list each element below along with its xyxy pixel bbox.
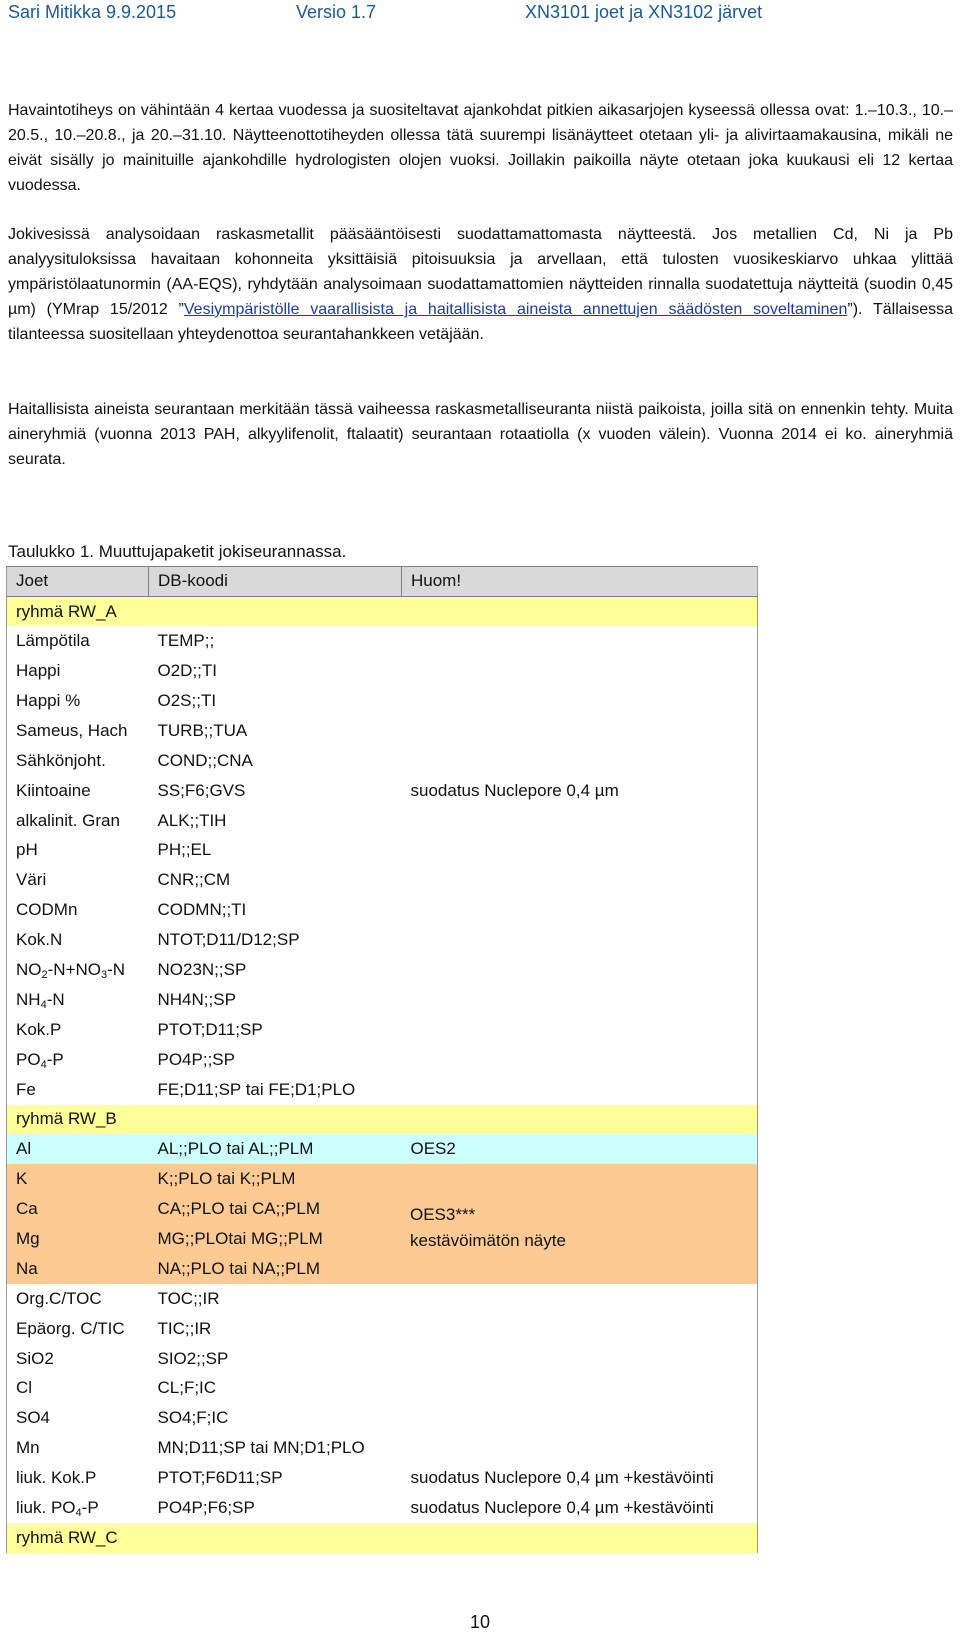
- cell-huom: [402, 1403, 758, 1433]
- cell-joet: Mn: [7, 1433, 149, 1463]
- oes3-note-line2: kestävöimätön näyte: [410, 1231, 566, 1250]
- cell-db: CNR;;CM: [157, 870, 231, 890]
- cell-db: MG;;PLOtai MG;;PLM: [149, 1224, 402, 1254]
- cell-huom: [402, 1284, 758, 1314]
- paragraph-harmful-substances: Haitallisista aineista seurantaan merkitään tässä vaiheessa raskasmetalliseuranta niistä paikoista, joilla sitä on ennenkin tehty. Muita aineryhmiä (vuonna 2013 PAH, alkyylifenolit, ftalaatit) seurantaan rotaatiolla (x vuoden välein). Vuonna 2014 ei ko. aineryhmiä seurata.: [8, 401, 953, 468]
- table-row-oes3: [7, 1224, 758, 1254]
- cell-huom: suodatus Nuclepore 0,4 µm +kestävöinti: [402, 1493, 758, 1523]
- cell-db: NA;;PLO tai NA;;PLM: [149, 1254, 402, 1284]
- cell-huom: suodatus Nuclepore 0,4 µm +kestävöinti: [402, 1463, 758, 1493]
- table-row: [7, 716, 758, 746]
- cell-joet: Lämpötila: [7, 626, 149, 656]
- table-row: [7, 686, 758, 716]
- cell-db: PTOT;F6D11;SP: [157, 1468, 283, 1488]
- table-row: [7, 925, 758, 955]
- cell-joet: pH: [7, 836, 149, 866]
- table-row-oes3: [7, 1164, 758, 1194]
- table-row: [7, 895, 758, 925]
- cell-huom: [402, 1045, 758, 1075]
- header-document-title: XN3101 joet ja XN3102 järvet: [525, 2, 763, 22]
- ymrap-link[interactable]: Vesiympäristölle vaarallisista ja haitallisista aineista annettujen säädösten soveltaminen: [183, 301, 848, 318]
- cell-joet: Kiintoaine: [7, 776, 149, 806]
- cell-db: CODMN;;TI: [157, 900, 247, 920]
- cell-joet: Ca: [7, 1194, 149, 1224]
- cell-db: ALK;;TIH: [157, 810, 227, 830]
- cell-db: NH4N;;SP: [157, 989, 236, 1009]
- cell-db: FE;D11;SP tai FE;D1;PLO: [157, 1079, 356, 1099]
- cell-db: TOC;;IR: [157, 1288, 220, 1308]
- cell-db: O2S;;TI: [157, 691, 217, 710]
- cell-huom: [402, 925, 758, 955]
- cell-huom: [402, 1075, 758, 1105]
- cell-db: NTOT;D11/D12;SP: [157, 930, 300, 950]
- cell-joet: Na: [7, 1254, 149, 1284]
- table-row: [7, 1493, 758, 1523]
- cell-joet: Fe: [7, 1075, 149, 1105]
- cell-db: PO4P;;SP: [157, 1049, 235, 1069]
- table-row: [7, 626, 758, 656]
- cell-db: CA;;PLO tai CA;;PLM: [149, 1194, 402, 1224]
- cell-huom: [402, 1433, 758, 1463]
- oes3-note-line1: OES3***: [410, 1205, 476, 1224]
- table-row: [7, 1463, 758, 1493]
- table-row-oes3: [7, 1194, 758, 1224]
- cell-huom: [402, 1254, 758, 1284]
- cell-joet: Org.C/TOC: [7, 1284, 149, 1314]
- cell-joet: ryhmä RW_A: [7, 596, 149, 626]
- cell-db: SS;F6;GVS: [157, 780, 246, 800]
- cell-huom: [402, 1164, 758, 1194]
- cell-joet: Happi %: [7, 686, 149, 716]
- cell-joet: $PO_4-P$: [7, 1045, 149, 1075]
- cell-joet: Epäorg. C/TIC: [7, 1314, 149, 1344]
- cell-db: COND;;CNA: [157, 750, 253, 770]
- cell-huom: [402, 1374, 758, 1404]
- variable-package-table: [6, 566, 758, 1553]
- cell-db: TEMP;;: [157, 631, 215, 651]
- cell-joet: $NO_2-N+NO_3-N$: [7, 955, 149, 985]
- cell-joet: ryhmä RW_B: [7, 1105, 149, 1135]
- table-row: [7, 776, 758, 806]
- cell-huom: [402, 985, 758, 1015]
- header-version: Versio 1.7: [296, 2, 377, 22]
- cell-db: MN;D11;SP tai MN;D1;PLO: [157, 1438, 365, 1458]
- table-caption: Taulukko 1. Muuttujapaketit jokiseurannassa.: [8, 542, 347, 561]
- cell-joet: Kok.P: [7, 1015, 149, 1045]
- table-row: [7, 865, 758, 895]
- cell-db: SIO2;;SP: [157, 1348, 229, 1368]
- cell-joet: liuk. Kok.P: [7, 1463, 149, 1493]
- cell-db: SO4;F;IC: [157, 1408, 229, 1428]
- cell-huom: [402, 1344, 758, 1374]
- paragraph-heavy-metals-text-b: ”). Tällaisessa tilanteessa suositellaan yhteydenottoa seurantahankkeen vetäjään.: [8, 301, 953, 343]
- cell-huom: [402, 686, 758, 716]
- cell-joet: SO4: [7, 1403, 149, 1433]
- paragraph-sampling-frequency: Havaintotiheys on vähintään 4 kertaa vuodessa ja suositeltavat ajankohdat pitkien aikasarjojen kyseessä ollessa ovat: 1.–10.3., 10.–20.5., 10.–20.8., ja 20.–31.10. Näytteenottotiheyden ollessa tätä suurempi lisänäytteet otetaan yli- ja alivirtaamakausina, mikäli ne eivät sisälly jo mainituille ajankohdille hydrologisten olojen vuoksi. Joillakin paikoilla näyte otetaan joka kuukausi eli 12 kertaa vuodessa.: [8, 102, 953, 194]
- cell-huom: [402, 1105, 758, 1135]
- cell-db: TURB;;TUA: [157, 720, 248, 740]
- cell-joet: SiO2: [7, 1344, 149, 1374]
- header-author-date: Sari Mitikka 9.9.2015: [8, 2, 177, 22]
- cell-db: NO23N;;SP: [157, 960, 247, 980]
- cell-huom: suodatus Nuclepore 0,4 µm: [402, 776, 758, 806]
- table-header-row: [7, 567, 758, 597]
- cell-joet: Sähkönjoht.: [7, 746, 149, 776]
- table-row: [7, 1015, 758, 1045]
- table-row: [7, 1314, 758, 1344]
- table-row: [7, 1045, 758, 1075]
- table-row-oes3: [7, 1254, 758, 1284]
- cell-huom: [402, 596, 758, 626]
- oes3-note: [410, 1202, 566, 1254]
- cell-huom: [402, 656, 758, 686]
- cell-huom: [402, 716, 758, 746]
- cell-db: PTOT;D11;SP: [157, 1019, 263, 1039]
- table-row: [7, 1344, 758, 1374]
- cell-db: [149, 1105, 402, 1135]
- group-row-rw-b: [7, 1105, 758, 1135]
- cell-db: TIC;;IR: [157, 1318, 212, 1338]
- table-row: [7, 1403, 758, 1433]
- group-row-rw-a: [7, 596, 758, 626]
- cell-joet: Happi: [7, 656, 149, 686]
- cell-joet: Kok.N: [7, 925, 149, 955]
- table-row: [7, 1433, 758, 1463]
- paragraph-heavy-metals-text-a: Jokivesissä analysoidaan raskasmetallit pääsääntöisesti suodattamattomasta näytteestä. Jos metallien Cd, Ni ja Pb analyysituloksissa havaitaan kohonneita yksittäisiä pitoisuuksia ja arvellaan, että tulosten vuosikeskiarvo uhkaa ylittää ympäristölaatunormin (AA-EQS), ryhdytään analysoimaan suodattamattomien näytteiden rinnalla suodatettuja näytteitä (suodin 0,45 µm) (YMrap 15/2012 ”: [8, 226, 953, 318]
- table-row: [7, 985, 758, 1015]
- cell-joet: K: [7, 1164, 149, 1194]
- cell-joet: alkalinit. Gran: [7, 806, 149, 836]
- cell-joet: liuk. $PO_4-P$: [7, 1493, 149, 1523]
- cell-huom: [402, 806, 758, 836]
- table-row: [7, 806, 758, 836]
- header-huom: Huom!: [402, 567, 758, 597]
- cell-huom: [402, 1314, 758, 1344]
- cell-joet: Mg: [7, 1224, 149, 1254]
- cell-joet: Sameus, Hach: [7, 716, 149, 746]
- cell-huom: [402, 865, 758, 895]
- cell-huom: [402, 895, 758, 925]
- page-header: [0, 0, 960, 30]
- cell-joet: Al: [7, 1134, 149, 1164]
- page-number: 10: [469, 1612, 491, 1632]
- cell-huom: [402, 626, 758, 656]
- header-db-koodi: DB-koodi: [149, 567, 402, 597]
- cell-db: AL;;PLO tai AL;;PLM: [149, 1134, 402, 1164]
- table-row: [7, 836, 758, 866]
- cell-joet: CODMn: [7, 895, 149, 925]
- table-row: [7, 1374, 758, 1404]
- cell-joet: ryhmä RW_C: [7, 1523, 149, 1553]
- cell-db: O2D;;TI: [157, 661, 218, 681]
- cell-huom: [402, 1015, 758, 1045]
- table-row-oes2: [7, 1134, 758, 1164]
- paragraph-heavy-metals: [8, 222, 953, 347]
- table-row: [7, 955, 758, 985]
- group-row-rw-c: [7, 1523, 758, 1553]
- table-row: [7, 1075, 758, 1105]
- cell-huom: [402, 746, 758, 776]
- cell-huom: [402, 836, 758, 866]
- cell-joet: $NH_4-N$: [7, 985, 149, 1015]
- header-joet: Joet: [7, 567, 149, 597]
- table-row: [7, 656, 758, 686]
- cell-db: [149, 596, 402, 626]
- cell-db: CL;F;IC: [157, 1378, 217, 1398]
- table-row: [7, 746, 758, 776]
- cell-huom: [402, 1523, 758, 1553]
- cell-db: [149, 1523, 402, 1553]
- cell-db: PH;;EL: [157, 840, 212, 860]
- cell-db: K;;PLO tai K;;PLM: [149, 1164, 402, 1194]
- cell-db: PO4P;F6;SP: [157, 1498, 255, 1518]
- cell-huom: OES2: [402, 1134, 758, 1164]
- cell-joet: Cl: [7, 1374, 149, 1404]
- cell-joet: Väri: [7, 865, 149, 895]
- cell-huom: [402, 955, 758, 985]
- table-row: [7, 1284, 758, 1314]
